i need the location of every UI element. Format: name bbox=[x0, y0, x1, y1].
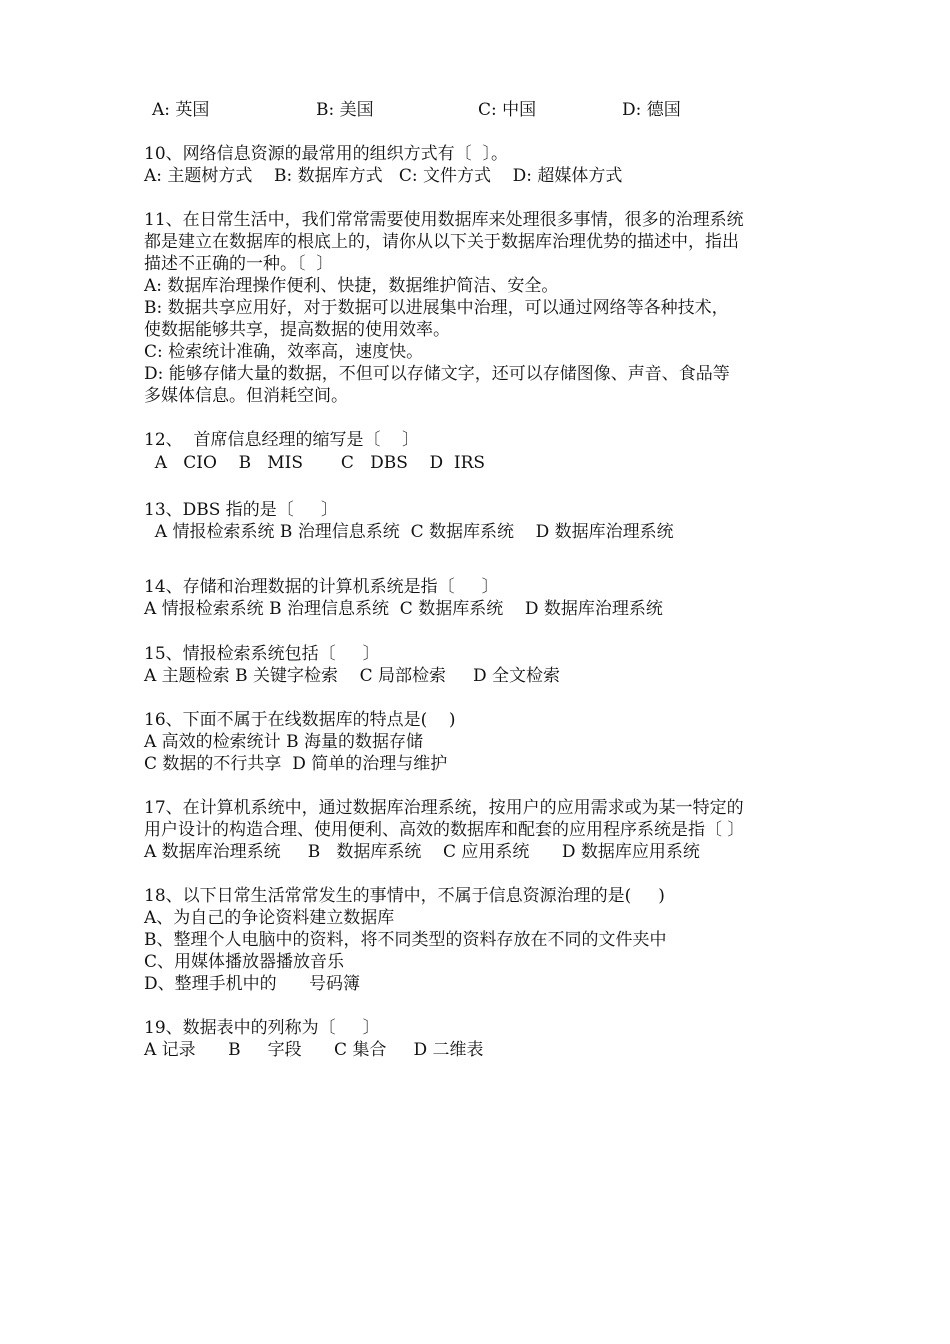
q9-option-d: D: 德国 bbox=[622, 100, 681, 120]
q12-options: A CIO B MIS C DBS D IRS bbox=[144, 453, 486, 473]
q17-stem-line-2: 用户设计的构造合理、使用便利、高效的数据库和配套的应用程序系统是指〔 〕 bbox=[144, 820, 745, 840]
q11-stem-line-3: 描述不正确的一种。〔 〕 bbox=[144, 254, 334, 274]
q15-stem: 15、情报检索系统包括〔 〕 bbox=[144, 644, 380, 664]
q11-stem-line-1: 11、在日常生活中，我们常常需要使用数据库来处理很多事情，很多的治理系统 bbox=[144, 210, 744, 230]
q11-option-a: A: 数据库治理操作便利、快捷，数据维护简洁、安全。 bbox=[144, 276, 559, 296]
q18-stem: 18、以下日常生活常常发生的事情中，不属于信息资源治理的是( ) bbox=[144, 886, 665, 906]
q9-option-c: C: 中国 bbox=[478, 100, 537, 120]
q11-option-b-line-1: B: 数据共享应用好，对于数据可以进展集中治理，可以通过网络等各种技术， bbox=[144, 298, 729, 318]
q16-options-line-1: A 高效的检索统计 B 海量的数据存储 bbox=[144, 732, 423, 752]
q14-options: A 情报检索系统 B 治理信息系统 C 数据库系统 D 数据库治理系统 bbox=[144, 599, 663, 619]
q10-options: A: 主题树方式 B: 数据库方式 C: 文件方式 D: 超媒体方式 bbox=[144, 166, 623, 186]
q9-option-a: A: 英国 bbox=[152, 100, 210, 120]
q9-option-b: B: 美国 bbox=[316, 100, 374, 120]
q12-stem: 12、 首席信息经理的缩写是〔 〕 bbox=[144, 430, 420, 450]
q19-options: A 记录 B 字段 C 集合 D 二维表 bbox=[144, 1040, 484, 1060]
q14-stem: 14、存储和治理数据的计算机系统是指〔 〕 bbox=[144, 577, 499, 597]
q13-stem: 13、DBS 指的是〔 〕 bbox=[144, 500, 338, 520]
q11-option-d-line-1: D: 能够存储大量的数据，不但可以存储文字，还可以存储图像、声音、食品等 bbox=[144, 364, 730, 384]
q16-stem: 16、下面不属于在线数据库的特点是( ) bbox=[144, 710, 456, 730]
q11-stem-line-2: 都是建立在数据库的根底上的，请你从以下关于数据库治理优势的描述中，指出 bbox=[144, 232, 739, 252]
q18-option-a: A、为自己的争论资料建立数据库 bbox=[144, 908, 395, 928]
q17-stem-line-1: 17、在计算机系统中，通过数据库治理系统，按用户的应用需求或为某一特定的 bbox=[144, 798, 744, 818]
q18-option-d: D、整理手机中的 号码簿 bbox=[144, 974, 361, 994]
q11-option-c: C: 检索统计准确，效率高，速度快。 bbox=[144, 342, 424, 362]
q19-stem: 19、数据表中的列称为〔 〕 bbox=[144, 1018, 380, 1038]
q11-option-d-line-2: 多媒体信息。但消耗空间。 bbox=[144, 386, 348, 406]
q16-options-line-2: C 数据的不行共享 D 简单的治理与维护 bbox=[144, 754, 448, 774]
q10-stem: 10、网络信息资源的最常用的组织方式有〔 〕。 bbox=[144, 144, 508, 164]
q17-options: A 数据库治理系统 B 数据库系统 C 应用系统 D 数据库应用系统 bbox=[144, 842, 700, 862]
q13-options: A 情报检索系统 B 治理信息系统 C 数据库系统 D 数据库治理系统 bbox=[144, 522, 674, 542]
q18-option-b: B、整理个人电脑中的资料，将不同类型的资料存放在不同的文件夹中 bbox=[144, 930, 667, 950]
q18-option-c: C、用媒体播放器播放音乐 bbox=[144, 952, 345, 972]
q15-options: A 主题检索 B 关键字检索 C 局部检索 D 全文检索 bbox=[144, 666, 561, 686]
q11-option-b-line-2: 使数据能够共享，提高数据的使用效率。 bbox=[144, 320, 450, 340]
